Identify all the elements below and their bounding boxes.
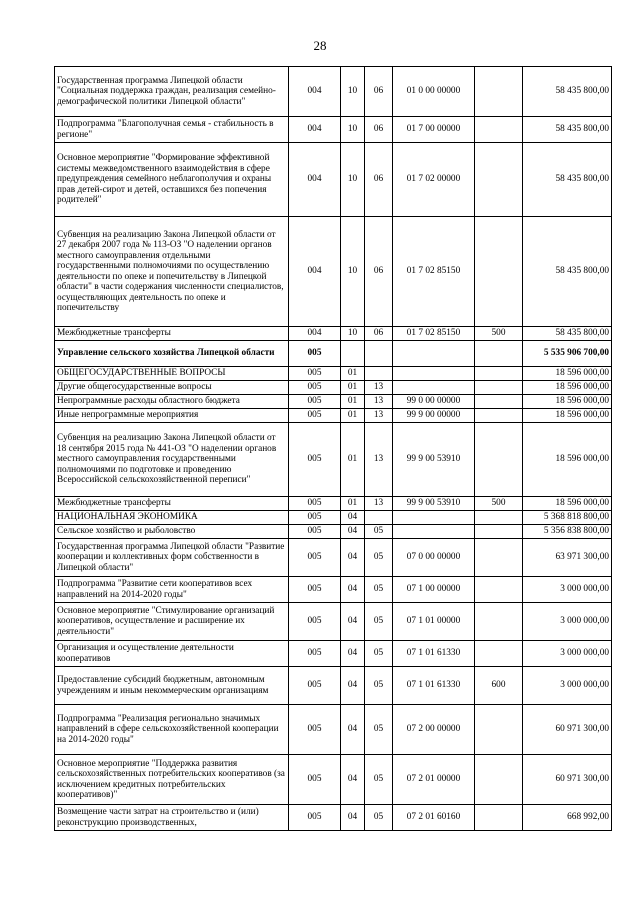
- row-ministry-code: 005: [289, 381, 341, 395]
- row-sum: 18 596 000,00: [523, 497, 612, 511]
- row-subsection: 13: [365, 409, 393, 423]
- row-expense-type: 600: [475, 667, 523, 705]
- row-target-article: [393, 525, 475, 539]
- row-subsection: 05: [365, 755, 393, 805]
- row-target-article: 07 2 01 60160: [393, 805, 475, 831]
- row-target-article: 99 9 00 53910: [393, 423, 475, 497]
- row-target-article: 01 7 02 85150: [393, 217, 475, 327]
- row-target-article: 01 7 02 00000: [393, 143, 475, 217]
- row-target-article: 07 1 01 61330: [393, 667, 475, 705]
- row-section: 10: [341, 217, 365, 327]
- row-sum: 3 000 000,00: [523, 577, 612, 603]
- row-ministry-code: 004: [289, 67, 341, 117]
- row-ministry-code: 005: [289, 367, 341, 381]
- row-sum: 58 435 800,00: [523, 327, 612, 341]
- row-sum: 18 596 000,00: [523, 395, 612, 409]
- table-row: [55, 143, 612, 217]
- row-ministry-code: 005: [289, 705, 341, 755]
- table-row: [55, 381, 612, 395]
- row-target-article: 07 2 01 00000: [393, 755, 475, 805]
- row-sum: 3 000 000,00: [523, 641, 612, 667]
- row-sum: 3 000 000,00: [523, 603, 612, 641]
- row-section: 04: [341, 525, 365, 539]
- table-row: [55, 367, 612, 381]
- table-row: [55, 577, 612, 603]
- row-name: Другие общегосударственные вопросы: [55, 381, 289, 395]
- row-section: 10: [341, 327, 365, 341]
- row-sum: 58 435 800,00: [523, 217, 612, 327]
- table-row: [55, 423, 612, 497]
- row-sum: 18 596 000,00: [523, 409, 612, 423]
- row-subsection: [365, 511, 393, 525]
- row-section: 01: [341, 381, 365, 395]
- row-expense-type: [475, 423, 523, 497]
- row-name: Возмещение части затрат на строительство и (или) реконструкцию производственных,: [55, 805, 289, 831]
- row-sum: 63 971 300,00: [523, 539, 612, 577]
- table-row: [55, 805, 612, 831]
- row-subsection: 05: [365, 525, 393, 539]
- row-name: НАЦИОНАЛЬНАЯ ЭКОНОМИКА: [55, 511, 289, 525]
- row-ministry-code: 005: [289, 341, 341, 367]
- row-subsection: 05: [365, 805, 393, 831]
- row-ministry-code: 005: [289, 603, 341, 641]
- row-name: Непрограммные расходы областного бюджета: [55, 395, 289, 409]
- row-subsection: 06: [365, 117, 393, 143]
- table-row: [55, 341, 612, 367]
- row-sum: 3 000 000,00: [523, 667, 612, 705]
- row-name: Подпрограмма "Развитие сети кооперативов всех направлений на 2014-2020 годы": [55, 577, 289, 603]
- table-row: [55, 327, 612, 341]
- row-subsection: 13: [365, 497, 393, 511]
- row-name: Сельское хозяйство и рыболовство: [55, 525, 289, 539]
- row-sum: 5 356 838 800,00: [523, 525, 612, 539]
- budget-table: [54, 66, 612, 831]
- table-row: [55, 511, 612, 525]
- row-sum: 18 596 000,00: [523, 381, 612, 395]
- row-subsection: 13: [365, 381, 393, 395]
- row-subsection: 06: [365, 217, 393, 327]
- table-row: [55, 117, 612, 143]
- row-target-article: [393, 367, 475, 381]
- row-target-article: 01 7 00 00000: [393, 117, 475, 143]
- row-expense-type: 500: [475, 327, 523, 341]
- row-ministry-code: 005: [289, 423, 341, 497]
- row-section: 04: [341, 705, 365, 755]
- row-subsection: 05: [365, 603, 393, 641]
- row-section: 01: [341, 395, 365, 409]
- row-section: 04: [341, 511, 365, 525]
- row-expense-type: [475, 117, 523, 143]
- row-subsection: 05: [365, 705, 393, 755]
- row-ministry-code: 005: [289, 667, 341, 705]
- row-expense-type: [475, 395, 523, 409]
- row-target-article: 07 1 01 00000: [393, 603, 475, 641]
- row-expense-type: [475, 341, 523, 367]
- row-ministry-code: 004: [289, 327, 341, 341]
- row-name: Государственная программа Липецкой области "Социальная поддержка граждан, реализация семейно-демографической политики Липецкой области": [55, 67, 289, 117]
- table-row: [55, 395, 612, 409]
- row-section: 04: [341, 539, 365, 577]
- row-section: 01: [341, 367, 365, 381]
- row-section: 10: [341, 67, 365, 117]
- row-expense-type: [475, 525, 523, 539]
- row-target-article: [393, 511, 475, 525]
- row-ministry-code: 005: [289, 641, 341, 667]
- row-subsection: 06: [365, 143, 393, 217]
- row-expense-type: [475, 603, 523, 641]
- row-ministry-code: 005: [289, 525, 341, 539]
- row-name: Государственная программа Липецкой области "Развитие кооперации и коллективных форм собственности в Липецкой области": [55, 539, 289, 577]
- row-ministry-code: 005: [289, 409, 341, 423]
- row-name: Подпрограмма "Благополучная семья - стабильность в регионе": [55, 117, 289, 143]
- row-expense-type: [475, 755, 523, 805]
- table-row: [55, 705, 612, 755]
- row-target-article: [393, 381, 475, 395]
- row-sum: 668 992,00: [523, 805, 612, 831]
- row-ministry-code: 004: [289, 143, 341, 217]
- row-subsection: 06: [365, 67, 393, 117]
- row-subsection: [365, 341, 393, 367]
- row-name: Межбюджетные трансферты: [55, 497, 289, 511]
- row-section: 04: [341, 667, 365, 705]
- table-row: [55, 755, 612, 805]
- row-ministry-code: 005: [289, 805, 341, 831]
- row-ministry-code: 005: [289, 497, 341, 511]
- table-row: [55, 497, 612, 511]
- row-ministry-code: 005: [289, 511, 341, 525]
- row-name: Предоставление субсидий бюджетным, автономным учреждениям и иным некоммерческим организациям: [55, 667, 289, 705]
- row-sum: 58 435 800,00: [523, 143, 612, 217]
- row-subsection: 06: [365, 327, 393, 341]
- row-sum: 60 971 300,00: [523, 705, 612, 755]
- table-row: [55, 667, 612, 705]
- row-target-article: 07 2 00 00000: [393, 705, 475, 755]
- row-subsection: 05: [365, 641, 393, 667]
- row-section: 10: [341, 117, 365, 143]
- row-subsection: 05: [365, 667, 393, 705]
- page-number: 28: [313, 38, 327, 53]
- row-expense-type: [475, 409, 523, 423]
- row-target-article: 99 9 00 00000: [393, 409, 475, 423]
- row-name: Субвенция на реализацию Закона Липецкой области от 18 сентября 2015 года № 441-ОЗ "О наделении органов местного самоуправления государственными полномочиями по подготовке и проведению Всероссийской сельскохозяйственной переписи": [55, 423, 289, 497]
- row-name: Межбюджетные трансферты: [55, 327, 289, 341]
- row-target-article: [393, 341, 475, 367]
- row-target-article: 07 0 00 00000: [393, 539, 475, 577]
- row-target-article: 07 1 01 61330: [393, 641, 475, 667]
- row-subsection: [365, 367, 393, 381]
- table-row: [55, 409, 612, 423]
- row-name: Управление сельского хозяйства Липецкой области: [55, 341, 289, 367]
- table-row: [55, 67, 612, 117]
- row-name: Субвенция на реализацию Закона Липецкой области от 27 декабря 2007 года № 113-ОЗ "О наделении органов местного самоуправления отдельными государственными полномочиями по осуществлению деятельности по опеке и попечительству в Липецкой области" в части содержания численности специалистов, осуществляющих деятельность по опеке и попечительству: [55, 217, 289, 327]
- row-expense-type: [475, 577, 523, 603]
- table-row: [55, 641, 612, 667]
- row-subsection: 05: [365, 577, 393, 603]
- row-section: 04: [341, 577, 365, 603]
- row-section: 04: [341, 603, 365, 641]
- row-section: 01: [341, 423, 365, 497]
- row-target-article: 99 9 00 53910: [393, 497, 475, 511]
- row-ministry-code: 004: [289, 117, 341, 143]
- table-row: [55, 525, 612, 539]
- row-expense-type: [475, 539, 523, 577]
- row-name: ОБЩЕГОСУДАРСТВЕННЫЕ ВОПРОСЫ: [55, 367, 289, 381]
- row-target-article: 01 0 00 00000: [393, 67, 475, 117]
- row-sum: 18 596 000,00: [523, 423, 612, 497]
- row-target-article: 07 1 00 00000: [393, 577, 475, 603]
- row-section: 01: [341, 497, 365, 511]
- row-name: Подпрограмма "Реализация регионально значимых направлений в сфере сельскохозяйственной кооперации на 2014-2020 годы": [55, 705, 289, 755]
- row-section: 04: [341, 755, 365, 805]
- row-target-article: 01 7 02 85150: [393, 327, 475, 341]
- row-expense-type: [475, 641, 523, 667]
- table-row: [55, 603, 612, 641]
- row-expense-type: 500: [475, 497, 523, 511]
- row-ministry-code: 004: [289, 217, 341, 327]
- row-expense-type: [475, 381, 523, 395]
- row-target-article: 99 0 00 00000: [393, 395, 475, 409]
- row-sum: 58 435 800,00: [523, 117, 612, 143]
- table-row: [55, 539, 612, 577]
- row-expense-type: [475, 511, 523, 525]
- row-name: Организация и осуществление деятельности кооперативов: [55, 641, 289, 667]
- row-expense-type: [475, 143, 523, 217]
- row-sum: 60 971 300,00: [523, 755, 612, 805]
- row-expense-type: [475, 805, 523, 831]
- row-section: 04: [341, 641, 365, 667]
- row-name: Основное мероприятие "Стимулирование организаций кооперативов, осуществление и расширение их деятельности": [55, 603, 289, 641]
- row-name: Основное мероприятие "Поддержка развития сельскохозяйственных потребительских кооперативов (за исключением кредитных потребительских кооперативов)": [55, 755, 289, 805]
- row-expense-type: [475, 367, 523, 381]
- table-row: [55, 217, 612, 327]
- row-sum: 5 368 818 800,00: [523, 511, 612, 525]
- row-expense-type: [475, 705, 523, 755]
- row-ministry-code: 005: [289, 395, 341, 409]
- row-ministry-code: 005: [289, 577, 341, 603]
- row-sum: 5 535 906 700,00: [523, 341, 612, 367]
- row-sum: 18 596 000,00: [523, 367, 612, 381]
- row-subsection: 13: [365, 423, 393, 497]
- row-subsection: 13: [365, 395, 393, 409]
- row-section: [341, 341, 365, 367]
- row-section: 10: [341, 143, 365, 217]
- row-section: 01: [341, 409, 365, 423]
- row-subsection: 05: [365, 539, 393, 577]
- row-section: 04: [341, 805, 365, 831]
- row-ministry-code: 005: [289, 755, 341, 805]
- row-sum: 58 435 800,00: [523, 67, 612, 117]
- row-name: Иные непрограммные мероприятия: [55, 409, 289, 423]
- row-name: Основное мероприятие "Формирование эффективной системы межведомственного взаимодействия в сфере предупреждения семейного неблагополучия и охраны прав детей-сирот и детей, оставшихся без попечения родителей": [55, 143, 289, 217]
- row-expense-type: [475, 217, 523, 327]
- row-ministry-code: 005: [289, 539, 341, 577]
- row-expense-type: [475, 67, 523, 117]
